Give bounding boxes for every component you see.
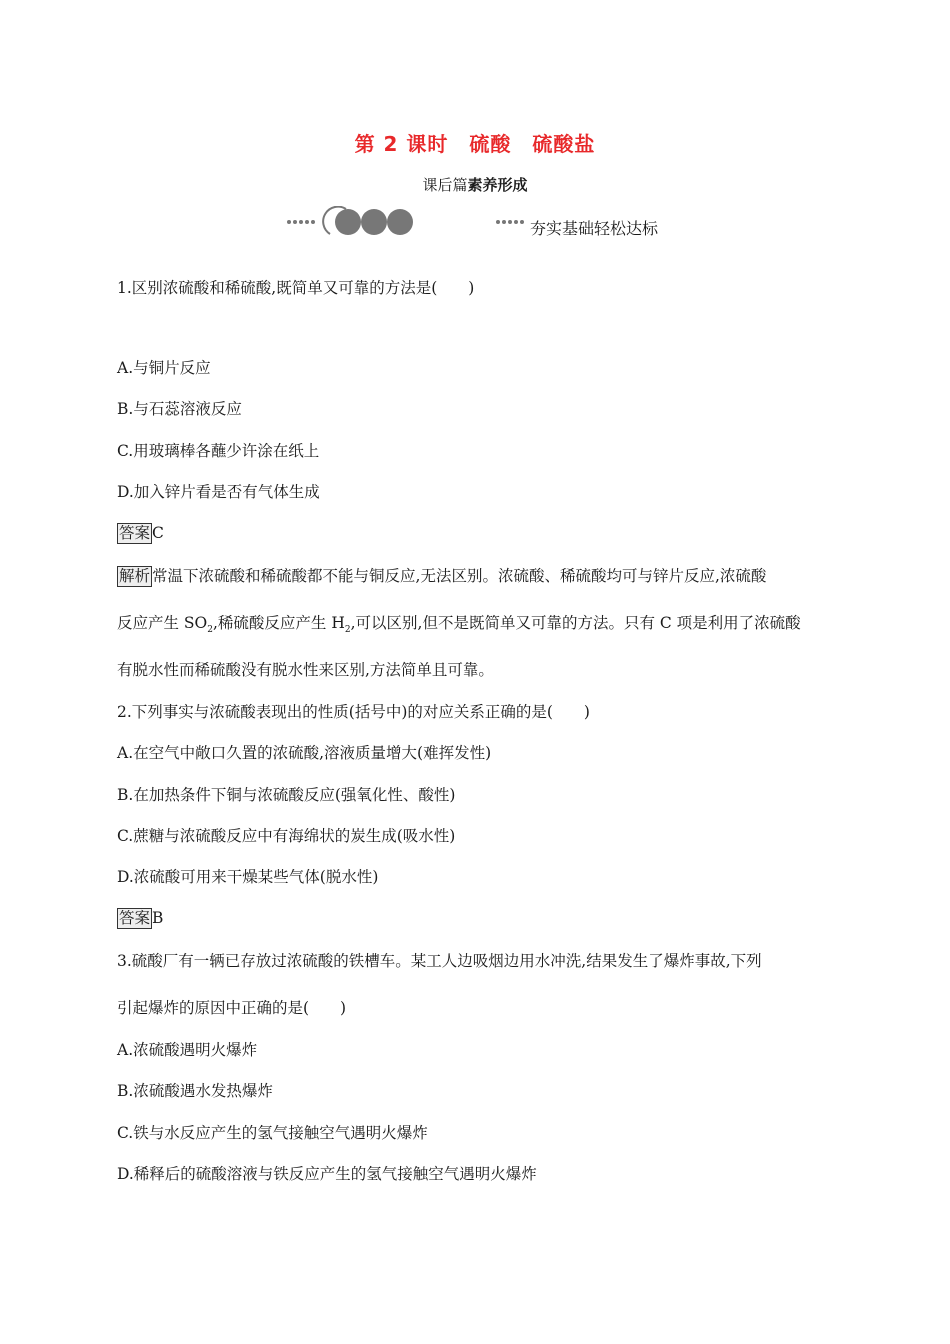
q1-answer bbox=[117, 523, 164, 544]
q3-option-d: D.稀释后的硫酸溶液与铁反应产生的氢气接触空气遇明火爆炸 bbox=[117, 1165, 537, 1183]
subtitle-prefix: 课后篇 bbox=[422, 176, 468, 194]
q1-analysis-line2 bbox=[117, 613, 801, 640]
analysis-text-2a: 反应产生 SO bbox=[117, 614, 208, 632]
q2-option-b: B.在加热条件下铜与浓硫酸反应(强氧化性、酸性) bbox=[117, 786, 456, 804]
analysis-text-2c: ,可以区别,但不是既简单又可靠的方法。只有 C 项是利用了浓硫酸 bbox=[350, 614, 801, 632]
q1-answer-value: C bbox=[152, 524, 164, 542]
q1-stem: 1.区别浓硫酸和稀硫酸,既简单又可靠的方法是( ) bbox=[117, 279, 475, 297]
analysis-text-2b: ,稀硫酸反应产生 H bbox=[213, 614, 345, 632]
q1-analysis-line1 bbox=[117, 566, 766, 587]
h2-subscript: 2 bbox=[344, 625, 351, 636]
answer-tag: 答案 bbox=[119, 909, 151, 927]
q2-stem: 2.下列事实与浓硫酸表现出的性质(括号中)的对应关系正确的是( ) bbox=[117, 703, 590, 721]
q1-option-b: B.与石蕊溶液反应 bbox=[117, 400, 242, 418]
so2-subscript: 2 bbox=[207, 625, 213, 636]
page-title: 第 2 课时 硫酸 硫酸盐 bbox=[354, 132, 596, 156]
q2-option-d: D.浓硫酸可用来干燥某些气体(脱水性) bbox=[117, 868, 379, 886]
q3-option-b: B.浓硫酸遇水发热爆炸 bbox=[117, 1082, 273, 1100]
q3-option-c: C.铁与水反应产生的氢气接触空气遇明火爆炸 bbox=[117, 1124, 428, 1142]
q1-option-d: D.加入锌片看是否有气体生成 bbox=[117, 483, 320, 501]
analysis-text-1: 常温下浓硫酸和稀硫酸都不能与铜反应,无法区别。浓硫酸、稀硫酸均可与锌片反应,浓硫酸 bbox=[152, 567, 767, 585]
subtitle-bold: 素养形成 bbox=[467, 176, 528, 194]
section-subtitle bbox=[0, 174, 950, 195]
q2-option-c: C.蔗糖与浓硫酸反应中有海绵状的炭生成(吸水性) bbox=[117, 827, 456, 845]
answer-tag: 答案 bbox=[119, 524, 151, 542]
banner-label: 夯实基础轻松达标 bbox=[530, 219, 659, 238]
q3-stem-line1: 3.硫酸厂有一辆已存放过浓硫酸的铁槽车。某工人边吸烟边用水冲洗,结果发生了爆炸事故,下列 bbox=[117, 952, 762, 970]
q3-option-a: A.浓硫酸遇明火爆炸 bbox=[117, 1041, 258, 1059]
q1-option-c: C.用玻璃棒各蘸少许涂在纸上 bbox=[117, 442, 320, 460]
q2-option-a: A.在空气中敞口久置的浓硫酸,溶液质量增大(难挥发性) bbox=[117, 744, 492, 762]
q2-answer-value: B bbox=[152, 909, 164, 927]
q2-answer bbox=[117, 908, 163, 929]
q1-analysis-line3: 有脱水性而稀硫酸没有脱水性来区别,方法简单且可靠。 bbox=[117, 661, 494, 679]
q3-stem-line2: 引起爆炸的原因中正确的是( ) bbox=[117, 999, 347, 1017]
q1-option-a: A.与铜片反应 bbox=[117, 359, 211, 377]
analysis-tag: 解析 bbox=[119, 567, 151, 585]
